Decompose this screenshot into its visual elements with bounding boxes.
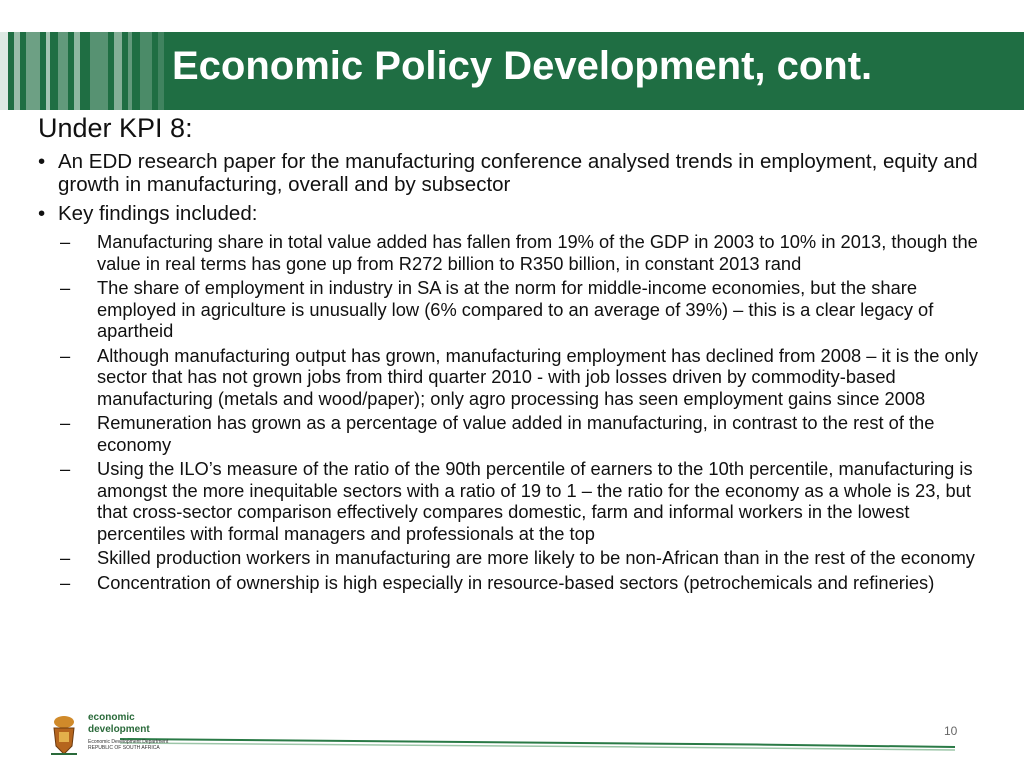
finding-item	[38, 572, 998, 594]
intro-heading: Under KPI 8:	[38, 113, 193, 143]
page-number: 10	[944, 724, 958, 738]
header-stripe	[46, 32, 50, 110]
dash-marker: –	[60, 277, 71, 298]
finding-item	[38, 277, 998, 342]
finding-text: Manufacturing share in total value added has fallen from 19% of the GDP in 2003 to 10% in 2013, though the value in real terms has gone up from R272 billion to R350 billion, in constant 2013 rand	[97, 231, 978, 274]
bullet-item	[38, 150, 998, 196]
dash-marker: –	[60, 571, 71, 593]
header-stripe	[0, 32, 8, 110]
dash-marker: –	[60, 412, 71, 433]
dash-marker: –	[60, 231, 71, 252]
finding-text: Using the ILO’s measure of the ratio of the 90th percentile of earners to the 10th percentile, manufacturing is amongst the more inequitable sectors with a ratio of 19 to 1 – the ratio for the economy as a whole is 23, but that cross-sector comparison effectively compares domestic, farm and informal workers in the lowest percentiles with formal managers and professionals at the top	[97, 458, 973, 544]
finding-item	[38, 458, 998, 544]
finding-text: Skilled production workers in manufacturing are more likely to be non-African than in the rest of the economy	[97, 547, 975, 568]
bullet-text: Key findings included:	[58, 202, 258, 225]
finding-text: Although manufacturing output has grown, manufacturing employment has declined from 2008 – it is the only sector that has not grown jobs from third quarter 2010 - with job losses driven by commodity-based manufacturing (metals and wood/paper); only agro processing has seen employment gains since 2008	[97, 344, 979, 409]
header-stripe	[140, 32, 152, 110]
logo-wordmark: development	[88, 724, 150, 735]
logo-wordmark: economic	[88, 712, 135, 723]
footer-swoosh	[120, 737, 955, 751]
header-stripe	[26, 32, 40, 110]
header-stripe	[14, 32, 20, 110]
header-stripe	[128, 32, 132, 110]
dash-marker: –	[60, 547, 71, 568]
coat-of-arms-icon	[48, 714, 80, 758]
dash-marker: –	[60, 344, 71, 366]
finding-text: Concentration of ownership is high especially in resource-based sectors (petrochemicals and refineries)	[97, 571, 935, 593]
dash-marker: –	[60, 458, 71, 479]
finding-item	[38, 547, 998, 569]
bullet-text: An EDD research paper for the manufacturing conference analysed trends in employment, equity and growth in manufacturing, overall and by subsector	[58, 150, 978, 196]
header-stripe	[90, 32, 108, 110]
bullet-marker: •	[38, 150, 46, 173]
header-stripe	[74, 32, 80, 110]
edd-logo	[48, 712, 188, 760]
finding-item	[38, 412, 998, 455]
bullet-marker: •	[38, 202, 46, 225]
logo-department: Economic Development Department	[88, 739, 169, 745]
header-stripe	[114, 32, 122, 110]
header-stripe	[58, 32, 68, 110]
page-title: Economic Policy Development, cont.	[172, 44, 873, 88]
finding-text: Remuneration has grown as a percentage of value added in manufacturing, in contrast to the rest of the economy	[97, 412, 935, 455]
finding-item	[38, 345, 998, 410]
slide-body	[38, 112, 998, 596]
finding-item	[38, 231, 998, 274]
header-stripe	[158, 32, 164, 110]
finding-text: The share of employment in industry in SA is at the norm for middle-income economies, but the share employed in agriculture is unusually low (6% compared to an average of 39%) – this is a clear legacy of apartheid	[97, 277, 934, 341]
bullet-item	[38, 202, 998, 225]
logo-country: REPUBLIC OF SOUTH AFRICA	[88, 745, 160, 751]
